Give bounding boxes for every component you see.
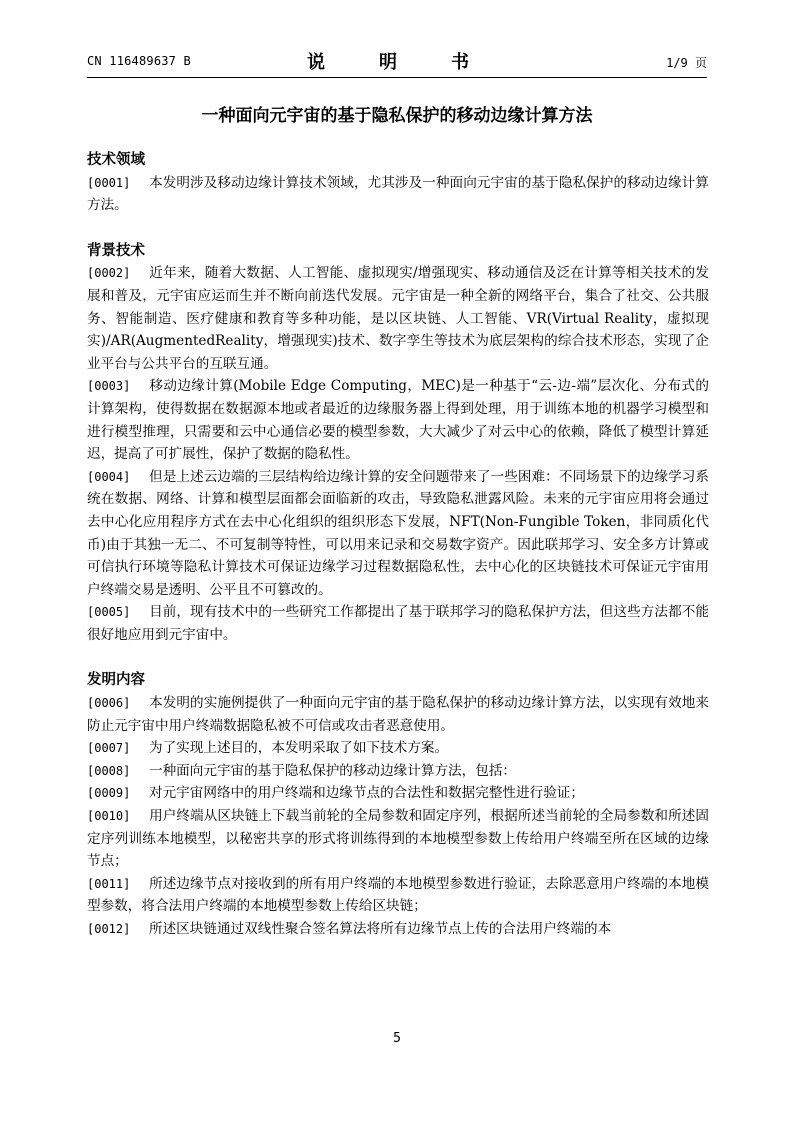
paragraph-text: 为了实现上述目的，本发明采取了如下技术方案。: [149, 740, 449, 757]
page-count: 1/9 页: [666, 56, 707, 70]
page-number: 5: [393, 1031, 401, 1046]
paragraph-number: [0012]: [87, 922, 131, 936]
patent-number: CN 116489637 B: [87, 54, 191, 68]
section-summary: [87, 669, 709, 940]
paragraph: [87, 466, 709, 602]
page-header: [87, 48, 707, 76]
paragraph-text: 目前，现有技术中的一些研究工作都提出了基于联邦学习的隐私保护方法，但这些方法都不能很好地应用到元宇宙中。: [87, 604, 709, 643]
paragraph-text: 所述边缘节点对接收到的所有用户终端的本地模型参数进行验证，去除恶意用户终端的本地模型参数，将合法用户终端的本地模型参数上传给区块链；: [87, 875, 709, 915]
paragraph: [87, 692, 709, 737]
paragraph-number: [0005]: [87, 605, 131, 620]
paragraph: [87, 918, 709, 941]
paragraph: [87, 873, 709, 918]
paragraph-number: [0007]: [87, 741, 131, 756]
paragraph-text: 但是上述云边端的三层结构给边缘计算的安全问题带来了一些困难：不同场景下的边缘学习系统在数据、网络、计算和模型层面都会面临新的攻击，导致隐私泄露风险。未来的元宇宙应用将会通过去中心化应用程序方式在去中心化组织的组织形态下发展，NFT(Non-Fungible Token，非同质化代币)由于其独一无二、不可复制等特性，可以用来记录和交易数字资产。因此联邦学习、安全多方计算或可信执行环境等隐私计算技术可保证边缘学习过程数据隐私性，去中心化的区块链技术可保证元宇宙用户终端交易是透明、公平且不可篡改的。: [87, 468, 709, 598]
paragraph-text: 近年来，随着大数据、人工智能、虚拟现实/增强现实、移动通信及泛在计算等相关技术的发展和普及，元宇宙应运而生并不断向前迭代发展。元宇宙是一种全新的网络平台，集合了社交、公共服务、智能制造、医疗健康和教育等多种功能，是以区块链、人工智能、VR(Virtual Reality，虚拟现实)/AR(AugmentedReality，增强现实)技术、数字孪生等技术为底层架构的综合技术形态，实现了企业平台与公共平台的互联互通。: [87, 265, 709, 372]
paragraph: [87, 782, 709, 805]
paragraph: [87, 737, 709, 760]
paragraph-number: [0008]: [87, 763, 131, 778]
paragraph: [87, 172, 709, 217]
paragraph: [87, 601, 709, 646]
document-type: 说 明 书: [307, 52, 487, 73]
paragraph: [87, 262, 709, 375]
paragraph-text: 所述区块链通过双线性聚合签名算法将所有边缘节点上传的合法用户终端的本: [149, 921, 612, 937]
paragraph-text: 一种面向元宇宙的基于隐私保护的移动边缘计算方法，包括：: [149, 762, 517, 779]
paragraph-number: [0011]: [87, 876, 131, 891]
paragraph-number: [0003]: [87, 379, 131, 394]
header-divider: [87, 77, 707, 78]
section-heading: 发明内容: [87, 672, 145, 689]
section-technical-field: [87, 149, 709, 217]
section-heading: 技术领域: [87, 152, 145, 168]
paragraph-number: [0006]: [87, 696, 131, 711]
paragraph-text: 本发明涉及移动边缘计算技术领域，尤其涉及一种面向元宇宙的基于隐私保护的移动边缘计算方法。: [87, 174, 709, 214]
paragraph-text: 对元宇宙网络中的用户终端和边缘节点的合法性和数据完整性进行验证；: [149, 785, 584, 802]
paragraph-number: [0001]: [87, 175, 131, 190]
document-title: 一种面向元宇宙的基于隐私保护的移动边缘计算方法: [201, 106, 593, 126]
paragraph-number: [0010]: [87, 809, 131, 824]
document-body: [87, 149, 709, 941]
section-background: [87, 240, 709, 647]
paragraph: [87, 375, 709, 465]
paragraph-number: [0002]: [87, 266, 131, 281]
paragraph-text: 本发明的实施例提供了一种面向元宇宙的基于隐私保护的移动边缘计算方法，以实现有效地来防止元宇宙中用户终端数据隐私被不可信或攻击者恶意使用。: [87, 695, 709, 734]
paragraph-number: [0009]: [87, 786, 131, 801]
paragraph-text: 用户终端从区块链上下载当前轮的全局参数和固定序列，根据所述当前轮的全局参数和所述固定序列训练本地模型，以秘密共享的形式将训练得到的本地模型参数上传给用户终端至所在区域的边缘节点；: [87, 808, 709, 870]
paragraph-text: 移动边缘计算(Mobile Edge Computing，MEC)是一种基于“云-边-端”层次化、分布式的计算架构，使得数据在数据源本地或者最近的边缘服务器上得到处理，用于训练本地的机器学习模型和进行模型推理，只需要和云中心通信必要的模型参数，大大减少了对云中心的依赖，降低了模型计算延迟，提高了可扩展性，保护了数据的隐私性。: [87, 378, 709, 463]
paragraph-number: [0004]: [87, 469, 131, 484]
paragraph: [87, 805, 709, 873]
section-heading: 背景技术: [87, 242, 145, 259]
paragraph: [87, 760, 709, 783]
